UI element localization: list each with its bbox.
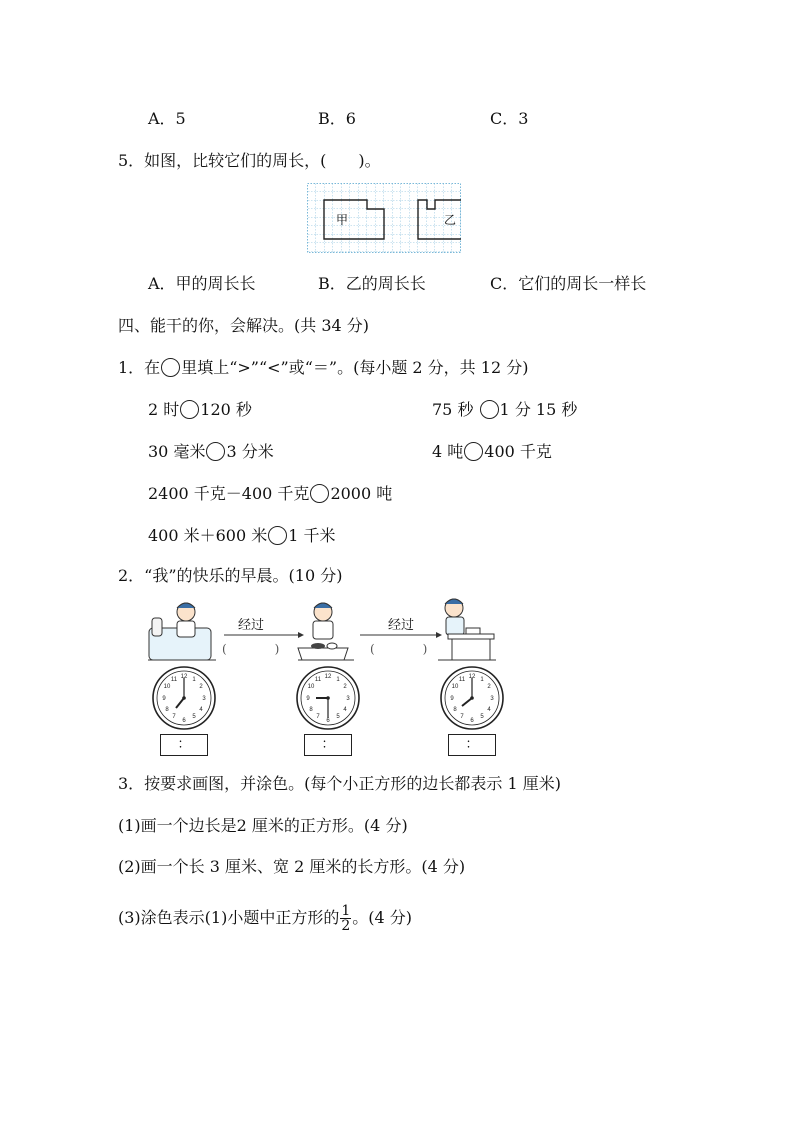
q5-option-b: B．乙的周长长 [318, 274, 426, 293]
q5-stem: 5．如图，比较它们的周长，( )。 [118, 151, 381, 170]
arrow-label-2: 经过 [388, 618, 415, 633]
clock-3-icon [440, 666, 504, 730]
answer-circle-2[interactable] [480, 400, 499, 419]
svg-text:3: 3 [490, 696, 494, 702]
q5-option-a: A．甲的周长长 [148, 274, 256, 293]
time-box-3[interactable]: ： [448, 734, 496, 756]
perimeter-figure [307, 183, 461, 253]
fraction-one-half: $\frac{1}{2}$ [341, 903, 351, 934]
svg-text:11: 11 [170, 677, 178, 683]
svg-text:1: 1 [480, 677, 484, 683]
morning-scenes [148, 598, 496, 664]
scene-breakfast-icon [298, 603, 348, 660]
p3-sub2: (2)画一个长 3 厘米、宽 2 厘米的长方形。(4 分) [118, 857, 466, 876]
svg-text:4: 4 [199, 707, 203, 713]
svg-text:3: 3 [346, 696, 350, 702]
svg-text:6: 6 [470, 718, 474, 724]
svg-text:9: 9 [306, 696, 310, 702]
q4-option-a: A．5 [148, 109, 186, 128]
arrow-label-1: 经过 [238, 618, 265, 633]
duration-blank-1[interactable]: ( ) [222, 642, 280, 656]
svg-text:8: 8 [309, 707, 313, 713]
clock-2-icon [296, 666, 360, 730]
svg-text:7: 7 [460, 714, 464, 720]
duration-blank-2[interactable]: ( ) [370, 642, 428, 656]
svg-text:12: 12 [324, 674, 332, 680]
svg-text:11: 11 [458, 677, 466, 683]
svg-text:1: 1 [336, 677, 340, 683]
svg-text:5: 5 [336, 714, 340, 720]
svg-text:8: 8 [165, 707, 169, 713]
svg-text:9: 9 [450, 696, 454, 702]
scene-wake-up-icon [149, 603, 211, 660]
svg-text:5: 5 [480, 714, 484, 720]
answer-circle-3[interactable] [206, 442, 225, 461]
svg-text:7: 7 [316, 714, 320, 720]
compare-item-1: 2 时 120 秒 [148, 400, 252, 419]
time-box-2[interactable]: ： [304, 734, 352, 756]
p3-sub1: (1)画一个边长是2 厘米的正方形。(4 分) [118, 816, 408, 835]
answer-circle-4[interactable] [464, 442, 483, 461]
svg-text:12: 12 [180, 674, 188, 680]
answer-circle-icon [161, 358, 180, 377]
p3-stem: 3．按要求画图，并涂色。(每个小正方形的边长都表示 1 厘米) [118, 774, 562, 793]
q5-option-c: C．它们的周长一样长 [490, 274, 647, 293]
clock-1-icon [152, 666, 216, 730]
compare-item-2: 75 秒 1 分 15 秒 [432, 400, 578, 419]
compare-item-5: 2400 千克－400 千克 2000 吨 [148, 484, 393, 503]
svg-text:5: 5 [192, 714, 196, 720]
svg-text:7: 7 [172, 714, 176, 720]
compare-item-4: 4 吨 400 千克 [432, 442, 552, 461]
svg-text:8: 8 [453, 707, 457, 713]
scene-study-icon [445, 599, 494, 660]
answer-circle-5[interactable] [310, 484, 329, 503]
svg-text:9: 9 [162, 696, 166, 702]
label-jia: 甲 [336, 213, 349, 227]
svg-text:2: 2 [199, 684, 203, 690]
svg-text:4: 4 [487, 707, 491, 713]
compare-item-3: 30 毫米 3 分米 [148, 442, 274, 461]
q4-option-b: B．6 [318, 109, 356, 128]
label-yi: 乙 [444, 213, 457, 227]
svg-text:11: 11 [314, 677, 322, 683]
p1-stem: 1．在 里填上“>”“<”或“＝”。(每小题 2 分，共 12 分) [118, 358, 529, 377]
svg-text:10: 10 [307, 684, 315, 690]
svg-text:2: 2 [343, 684, 347, 690]
answer-circle-6[interactable] [268, 526, 287, 545]
q4-option-c: C．3 [490, 109, 529, 128]
svg-text:3: 3 [202, 696, 206, 702]
p3-sub3: (3)涂色表示(1)小题中正方形的 $\frac{1}{2}$ 。(4 分) [118, 903, 413, 934]
svg-text:6: 6 [182, 718, 186, 724]
compare-item-6: 400 米＋600 米 1 千米 [148, 526, 336, 545]
answer-circle-1[interactable] [180, 400, 199, 419]
svg-text:10: 10 [451, 684, 459, 690]
svg-text:12: 12 [468, 674, 476, 680]
svg-text:2: 2 [487, 684, 491, 690]
svg-text:4: 4 [343, 707, 347, 713]
svg-text:1: 1 [192, 677, 196, 683]
svg-text:10: 10 [163, 684, 171, 690]
section-title: 四、能干的你，会解决。(共 34 分) [118, 316, 370, 335]
svg-text:6: 6 [326, 718, 330, 724]
time-box-1[interactable]: ： [160, 734, 208, 756]
p2-stem: 2．“我”的快乐的早晨。(10 分) [118, 566, 343, 585]
